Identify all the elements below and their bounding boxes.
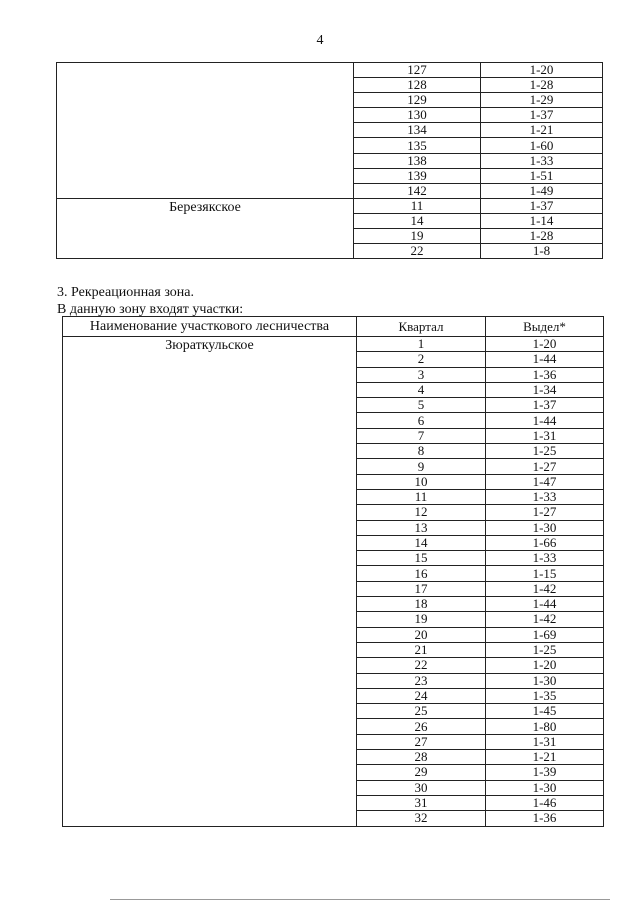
kvartal-cell: 135 (354, 138, 481, 153)
vydel-cell: 1-36 (486, 811, 604, 826)
forestry-name-cell: Березякское (57, 198, 354, 258)
kvartal-cell: 6 (357, 413, 486, 428)
kvartal-cell: 23 (357, 673, 486, 688)
kvartal-cell: 29 (357, 765, 486, 780)
vydel-cell: 1-27 (486, 459, 604, 474)
vydel-cell: 1-37 (481, 198, 603, 213)
kvartal-cell: 26 (357, 719, 486, 734)
kvartal-cell: 15 (357, 551, 486, 566)
kvartal-cell: 127 (354, 63, 481, 78)
vydel-cell: 1-8 (481, 244, 603, 259)
kvartal-cell: 129 (354, 93, 481, 108)
forestry-name-cell (57, 63, 354, 199)
kvartal-cell: 32 (357, 811, 486, 826)
table-row (57, 198, 603, 213)
bottom-divider (110, 899, 610, 900)
kvartal-cell: 28 (357, 750, 486, 765)
vydel-cell: 1-27 (486, 505, 604, 520)
kvartal-cell: 4 (357, 382, 486, 397)
table-row (63, 337, 604, 352)
vydel-cell: 1-60 (481, 138, 603, 153)
vydel-cell: 1-37 (481, 108, 603, 123)
kvartal-cell: 21 (357, 642, 486, 657)
kvartal-cell: 16 (357, 566, 486, 581)
kvartal-cell: 11 (354, 198, 481, 213)
vydel-cell: 1-31 (486, 428, 604, 443)
vydel-cell: 1-20 (486, 658, 604, 673)
vydel-cell: 1-51 (481, 168, 603, 183)
vydel-cell: 1-44 (486, 597, 604, 612)
kvartal-cell: 24 (357, 688, 486, 703)
vydel-cell: 1-47 (486, 474, 604, 489)
table-row (57, 63, 603, 78)
kvartal-cell: 130 (354, 108, 481, 123)
vydel-cell: 1-15 (486, 566, 604, 581)
vydel-cell: 1-30 (486, 520, 604, 535)
kvartal-cell: 19 (354, 229, 481, 244)
vydel-cell: 1-46 (486, 795, 604, 810)
kvartal-cell: 1 (357, 337, 486, 352)
kvartal-cell: 12 (357, 505, 486, 520)
vydel-cell: 1-25 (486, 642, 604, 657)
kvartal-cell: 7 (357, 428, 486, 443)
vydel-cell: 1-42 (486, 612, 604, 627)
kvartal-cell: 27 (357, 734, 486, 749)
recreational-zone-table (62, 316, 604, 827)
kvartal-cell: 5 (357, 398, 486, 413)
continuation-table (56, 62, 603, 259)
vydel-cell: 1-31 (486, 734, 604, 749)
vydel-cell: 1-25 (486, 444, 604, 459)
vydel-cell: 1-35 (486, 688, 604, 703)
kvartal-cell: 19 (357, 612, 486, 627)
vydel-cell: 1-20 (486, 337, 604, 352)
kvartal-cell: 14 (354, 213, 481, 228)
kvartal-cell: 11 (357, 489, 486, 504)
vydel-cell: 1-44 (486, 413, 604, 428)
forestry-name-cell: Зюраткульское (63, 337, 357, 827)
vydel-cell: 1-14 (481, 213, 603, 228)
kvartal-cell: 20 (357, 627, 486, 642)
kvartal-cell: 13 (357, 520, 486, 535)
vydel-cell: 1-42 (486, 581, 604, 596)
header-forestry-name: Наименование участкового лесничества (63, 317, 357, 337)
kvartal-cell: 142 (354, 183, 481, 198)
section-intro: В данную зону входят участки: (57, 302, 244, 317)
kvartal-cell: 128 (354, 78, 481, 93)
kvartal-cell: 30 (357, 780, 486, 795)
vydel-cell: 1-20 (481, 63, 603, 78)
table-header-row (63, 317, 604, 337)
vydel-cell: 1-36 (486, 367, 604, 382)
vydel-cell: 1-45 (486, 704, 604, 719)
vydel-cell: 1-39 (486, 765, 604, 780)
kvartal-cell: 8 (357, 444, 486, 459)
vydel-cell: 1-80 (486, 719, 604, 734)
vydel-cell: 1-66 (486, 535, 604, 550)
kvartal-cell: 9 (357, 459, 486, 474)
kvartal-cell: 3 (357, 367, 486, 382)
vydel-cell: 1-21 (486, 750, 604, 765)
vydel-cell: 1-21 (481, 123, 603, 138)
vydel-cell: 1-44 (486, 352, 604, 367)
vydel-cell: 1-28 (481, 229, 603, 244)
vydel-cell: 1-34 (486, 382, 604, 397)
vydel-cell: 1-29 (481, 93, 603, 108)
vydel-cell: 1-33 (481, 153, 603, 168)
kvartal-cell: 31 (357, 795, 486, 810)
kvartal-cell: 18 (357, 597, 486, 612)
header-vydel: Выдел* (486, 317, 604, 337)
kvartal-cell: 10 (357, 474, 486, 489)
kvartal-cell: 2 (357, 352, 486, 367)
section-title: 3. Рекреационная зона. (57, 285, 194, 300)
kvartal-cell: 138 (354, 153, 481, 168)
vydel-cell: 1-37 (486, 398, 604, 413)
kvartal-cell: 14 (357, 535, 486, 550)
page-number: 4 (316, 33, 324, 48)
vydel-cell: 1-30 (486, 780, 604, 795)
kvartal-cell: 22 (357, 658, 486, 673)
vydel-cell: 1-28 (481, 78, 603, 93)
header-kvartal: Квартал (357, 317, 486, 337)
kvartal-cell: 17 (357, 581, 486, 596)
vydel-cell: 1-49 (481, 183, 603, 198)
kvartal-cell: 139 (354, 168, 481, 183)
kvartal-cell: 22 (354, 244, 481, 259)
vydel-cell: 1-33 (486, 551, 604, 566)
vydel-cell: 1-30 (486, 673, 604, 688)
kvartal-cell: 134 (354, 123, 481, 138)
vydel-cell: 1-33 (486, 489, 604, 504)
kvartal-cell: 25 (357, 704, 486, 719)
vydel-cell: 1-69 (486, 627, 604, 642)
